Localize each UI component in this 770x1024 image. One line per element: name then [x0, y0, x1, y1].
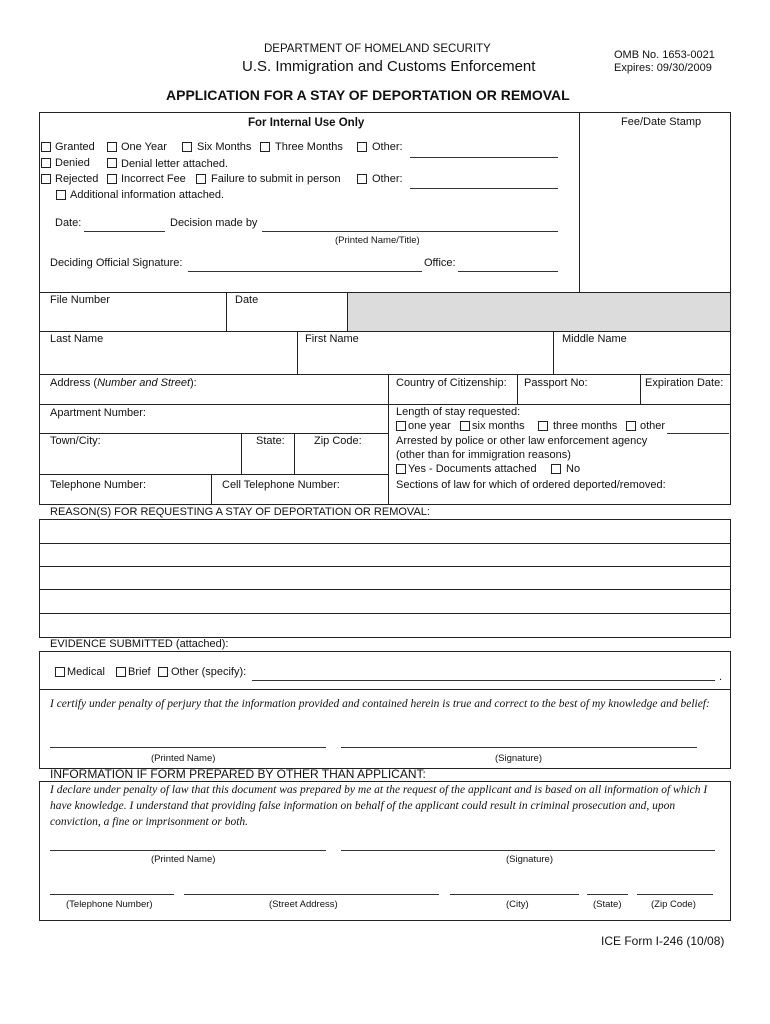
rejected-checkbox[interactable]: [41, 174, 51, 184]
department-name: DEPARTMENT OF HOMELAND SECURITY: [264, 43, 491, 55]
yes-docs-checkbox[interactable]: [396, 464, 406, 474]
first-name-label: First Name: [305, 333, 359, 345]
applicant-printed-name-line[interactable]: [50, 747, 326, 748]
other-evidence-line[interactable]: [252, 680, 715, 681]
date-line[interactable]: [84, 231, 165, 232]
shaded-area: [347, 293, 730, 331]
office-label: Office:: [424, 257, 456, 269]
date-field-label: Date: [235, 294, 259, 306]
official-signature-line[interactable]: [188, 271, 422, 272]
no-label: No: [566, 463, 581, 475]
agency-name: U.S. Immigration and Customs Enforcement: [242, 58, 536, 75]
arrested-label-1: Arrested by police or other law enforcement agency: [396, 435, 648, 447]
middle-name-label: Middle Name: [562, 333, 627, 345]
certify-statement: I certify under penalty of perjury that the information provided and contained herein is true and correct to the best of my knowledge and belief:: [50, 698, 710, 710]
other-evidence-label: Other (specify):: [171, 666, 247, 678]
applicant-signature-line[interactable]: [341, 747, 697, 748]
preparer-signature-line[interactable]: [341, 850, 715, 851]
preparer-printed-name-line[interactable]: [50, 850, 326, 851]
internal-use-heading: For Internal Use Only: [248, 117, 365, 129]
reasons-box[interactable]: [39, 519, 731, 638]
preparer-street-caption: (Street Address): [269, 899, 338, 910]
six-months-checkbox[interactable]: [182, 142, 192, 152]
omb-number: OMB No. 1653-0021: [614, 49, 715, 61]
incorrect-fee-checkbox[interactable]: [107, 174, 117, 184]
other-label-1: Other:: [372, 141, 403, 153]
no-checkbox[interactable]: [551, 464, 561, 474]
fee-date-stamp-label: Fee/Date Stamp: [621, 116, 702, 128]
sections-label: Sections of law for which of ordered deported/removed:: [396, 479, 666, 491]
other-evidence-checkbox[interactable]: [158, 667, 168, 677]
evidence-period: .: [719, 671, 723, 683]
preparer-zip-caption: (Zip Code): [651, 899, 696, 910]
preparer-telephone-caption: (Telephone Number): [66, 899, 153, 910]
decision-line[interactable]: [262, 231, 558, 232]
preparer-signature-caption: (Signature): [506, 854, 553, 865]
preparer-zip-line[interactable]: [637, 894, 713, 895]
other-checkbox-2[interactable]: [357, 174, 367, 184]
denied-checkbox[interactable]: [41, 158, 51, 168]
yes-docs-label: Yes - Documents attached: [408, 463, 537, 475]
state-label: State:: [256, 435, 285, 447]
length-stay-label: Length of stay requested:: [396, 406, 521, 418]
other-checkbox-1[interactable]: [357, 142, 367, 152]
expiration-notice: Expires: 09/30/2009: [614, 62, 712, 74]
preparer-printed-name-caption: (Printed Name): [151, 854, 216, 865]
other-line-2[interactable]: [410, 188, 558, 189]
stay-other-label: other: [640, 420, 666, 432]
other-line-1[interactable]: [410, 157, 558, 158]
preparer-city-line[interactable]: [450, 894, 579, 895]
brief-label: Brief: [128, 666, 151, 678]
additional-info-checkbox[interactable]: [56, 190, 66, 200]
preparer-city-caption: (City): [506, 899, 529, 910]
granted-checkbox[interactable]: [41, 142, 51, 152]
three-months-checkbox[interactable]: [260, 142, 270, 152]
preparer-heading: INFORMATION IF FORM PREPARED BY OTHER THAN APPLICANT:: [50, 767, 426, 781]
preparer-telephone-line[interactable]: [50, 894, 174, 895]
stay-other-line[interactable]: [667, 433, 729, 434]
reasons-heading: REASON(S) FOR REQUESTING A STAY OF DEPORTATION OR REMOVAL:: [50, 506, 430, 518]
stay-six-months-label: six months: [472, 420, 525, 432]
form-title: APPLICATION FOR A STAY OF DEPORTATION OR REMOVAL: [166, 87, 570, 103]
last-name-label: Last Name: [50, 333, 104, 345]
failure-checkbox[interactable]: [196, 174, 206, 184]
country-label: Country of Citizenship:: [396, 377, 507, 389]
one-year-label: One Year: [121, 141, 167, 153]
denial-letter-label: Denial letter attached.: [121, 158, 229, 170]
printed-name-title-caption: (Printed Name/Title): [335, 235, 420, 246]
medical-checkbox[interactable]: [55, 667, 65, 677]
preparer-state-line[interactable]: [587, 894, 628, 895]
brief-checkbox[interactable]: [116, 667, 126, 677]
evidence-heading: EVIDENCE SUBMITTED (attached):: [50, 638, 229, 650]
denial-letter-checkbox[interactable]: [107, 158, 117, 168]
preparer-state-caption: (State): [593, 899, 622, 910]
official-signature-label: Deciding Official Signature:: [50, 257, 183, 269]
town-label: Town/City:: [50, 435, 101, 447]
failure-label: Failure to submit in person: [211, 173, 341, 185]
six-months-label: Six Months: [197, 141, 252, 153]
address-label: Address (Number and Street):: [50, 377, 197, 389]
office-line[interactable]: [458, 271, 558, 272]
stay-one-year-checkbox[interactable]: [396, 421, 406, 431]
preparer-statement: I declare under penalty of law that this document was prepared by me at the request of the applicant and is based on all information of which I have knowledge. I understand that providing false information on behalf of the applicant could result in criminal prosecution and, upon conviction, a fine or imprisonment or both.: [50, 784, 708, 828]
incorrect-fee-label: Incorrect Fee: [121, 173, 186, 185]
stay-other-checkbox[interactable]: [626, 421, 636, 431]
stay-three-months-label: three months: [553, 420, 618, 432]
date-label: Date:: [55, 217, 82, 229]
additional-info-label: Additional information attached.: [70, 189, 225, 201]
denied-label: Denied: [55, 157, 90, 169]
stay-one-year-label: one year: [408, 420, 451, 432]
rejected-label: Rejected: [55, 173, 99, 185]
preparer-street-line[interactable]: [184, 894, 439, 895]
stay-six-months-checkbox[interactable]: [460, 421, 470, 431]
three-months-label: Three Months: [275, 141, 343, 153]
passport-label: Passport No:: [524, 377, 588, 389]
applicant-signature-caption: (Signature): [495, 753, 542, 764]
file-number-label: File Number: [50, 294, 110, 306]
applicant-printed-name-caption: (Printed Name): [151, 753, 216, 764]
cell-label: Cell Telephone Number:: [222, 479, 340, 491]
granted-label: Granted: [55, 141, 95, 153]
other-label-2: Other:: [372, 173, 403, 185]
apartment-label: Apartment Number:: [50, 407, 146, 419]
medical-label: Medical: [67, 666, 105, 678]
decision-label: Decision made by: [170, 217, 258, 229]
arrested-label-2: (other than for immigration reasons): [396, 449, 571, 461]
expiration-label: Expiration Date:: [645, 377, 724, 389]
one-year-checkbox[interactable]: [107, 142, 117, 152]
form-id: ICE Form I-246 (10/08): [601, 934, 725, 948]
zip-label: Zip Code:: [314, 435, 362, 447]
stay-three-months-checkbox[interactable]: [538, 421, 548, 431]
telephone-label: Telephone Number:: [50, 479, 147, 491]
